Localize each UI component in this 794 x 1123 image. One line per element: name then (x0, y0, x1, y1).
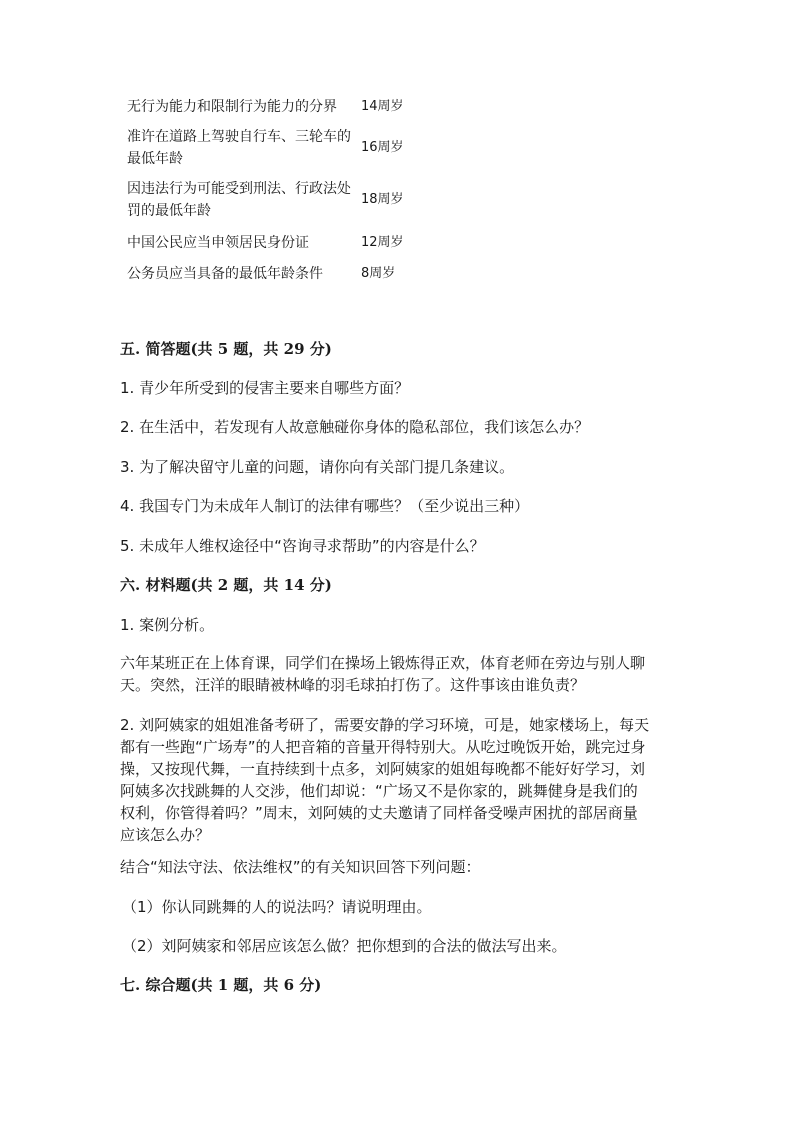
matching-row (120, 226, 440, 260)
matching-right-item: 14周岁 (361, 99, 404, 114)
section-title-comprehensive: 七. 综合题(共 1 题，共 6 分) (120, 976, 322, 994)
matching-row (120, 174, 440, 226)
matching-left-item: 公务员应当具备的最低年龄条件 (127, 266, 323, 282)
matching-left-item: 无行为能力和限制行为能力的分界 (127, 99, 337, 115)
instruction-text: 结合“知法守法、依法维权”的有关知识回答下列问题： (120, 858, 481, 876)
section-title-material: 六. 材料题(共 2 题，共 14 分) (120, 576, 332, 594)
matching-right-item: 16周岁 (361, 140, 404, 155)
matching-row (120, 260, 440, 288)
section-title-short-answer: 五. 简答题(共 5 题，共 29 分) (120, 340, 332, 358)
question-text: 1. 案例分析。 (120, 616, 215, 634)
question-text: 2. 在生活中，若发现有人故意触碰你身体的隐私部位，我们该怎么办？ (120, 418, 590, 436)
matching-right-item: 18周岁 (361, 192, 404, 207)
matching-right-item: 12周岁 (361, 235, 404, 250)
matching-left-item: 因违法行为可能受到刑法、行政法处罚的最低年龄 (127, 181, 351, 219)
matching-left-item: 中国公民应当申领居民身份证 (127, 235, 309, 251)
sub-question: （2）刘阿姨家和邻居应该怎么做？把你想到的合法的做法写出来。 (122, 937, 567, 955)
matching-right-item: 8周岁 (361, 266, 396, 281)
case-paragraph: 六年某班正在上体育课，同学们在操场上锻炼得正欢，体育老师在旁边与别人聊天。突然，汪洋的眼睛被林峰的羽毛球拍打伤了。这件事该由谁负责？ (120, 654, 646, 694)
question-text: 4. 我国专门为未成年人制订的法律有哪些？（至少说出三种） (120, 497, 530, 515)
question-text: 3. 为了解决留守儿童的问题，请你向有关部门提几条建议。 (120, 458, 515, 476)
matching-row (120, 92, 440, 122)
matching-row (120, 122, 440, 174)
sub-question: （1）你认同跳舞的人的说法吗？请说明理由。 (122, 898, 432, 916)
question-text: 5. 未成年人维权途径中“咨询寻求帮助”的内容是什么？ (120, 537, 485, 555)
question-text: 1. 青少年所受到的侵害主要来自哪些方面？ (120, 379, 410, 397)
matching-left-item: 准许在道路上驾驶自行车、三轮车的最低年龄 (127, 129, 351, 167)
case-paragraph: 2. 刘阿姨家的姐姐准备考研了，需要安静的学习环境，可是，她家楼场上，每天都有一些跑“广场寿”的人把音箱的音量开得特别大。从吃过晚饭开始，跳完过身操，又按现代舞，一直持续到十点多，刘阿姨家的姐姐每晚都不能好好学习，刘阿姨多次找跳舞的人交涉，他们却说：“广场又不是你家的，跳舞健身是我们的权利，你管得着吗？”周末，刘阿姨的丈夫邀请了同样备受噪声困扰的部居商量应该怎么办？ (120, 716, 650, 844)
matching-table (120, 92, 440, 288)
